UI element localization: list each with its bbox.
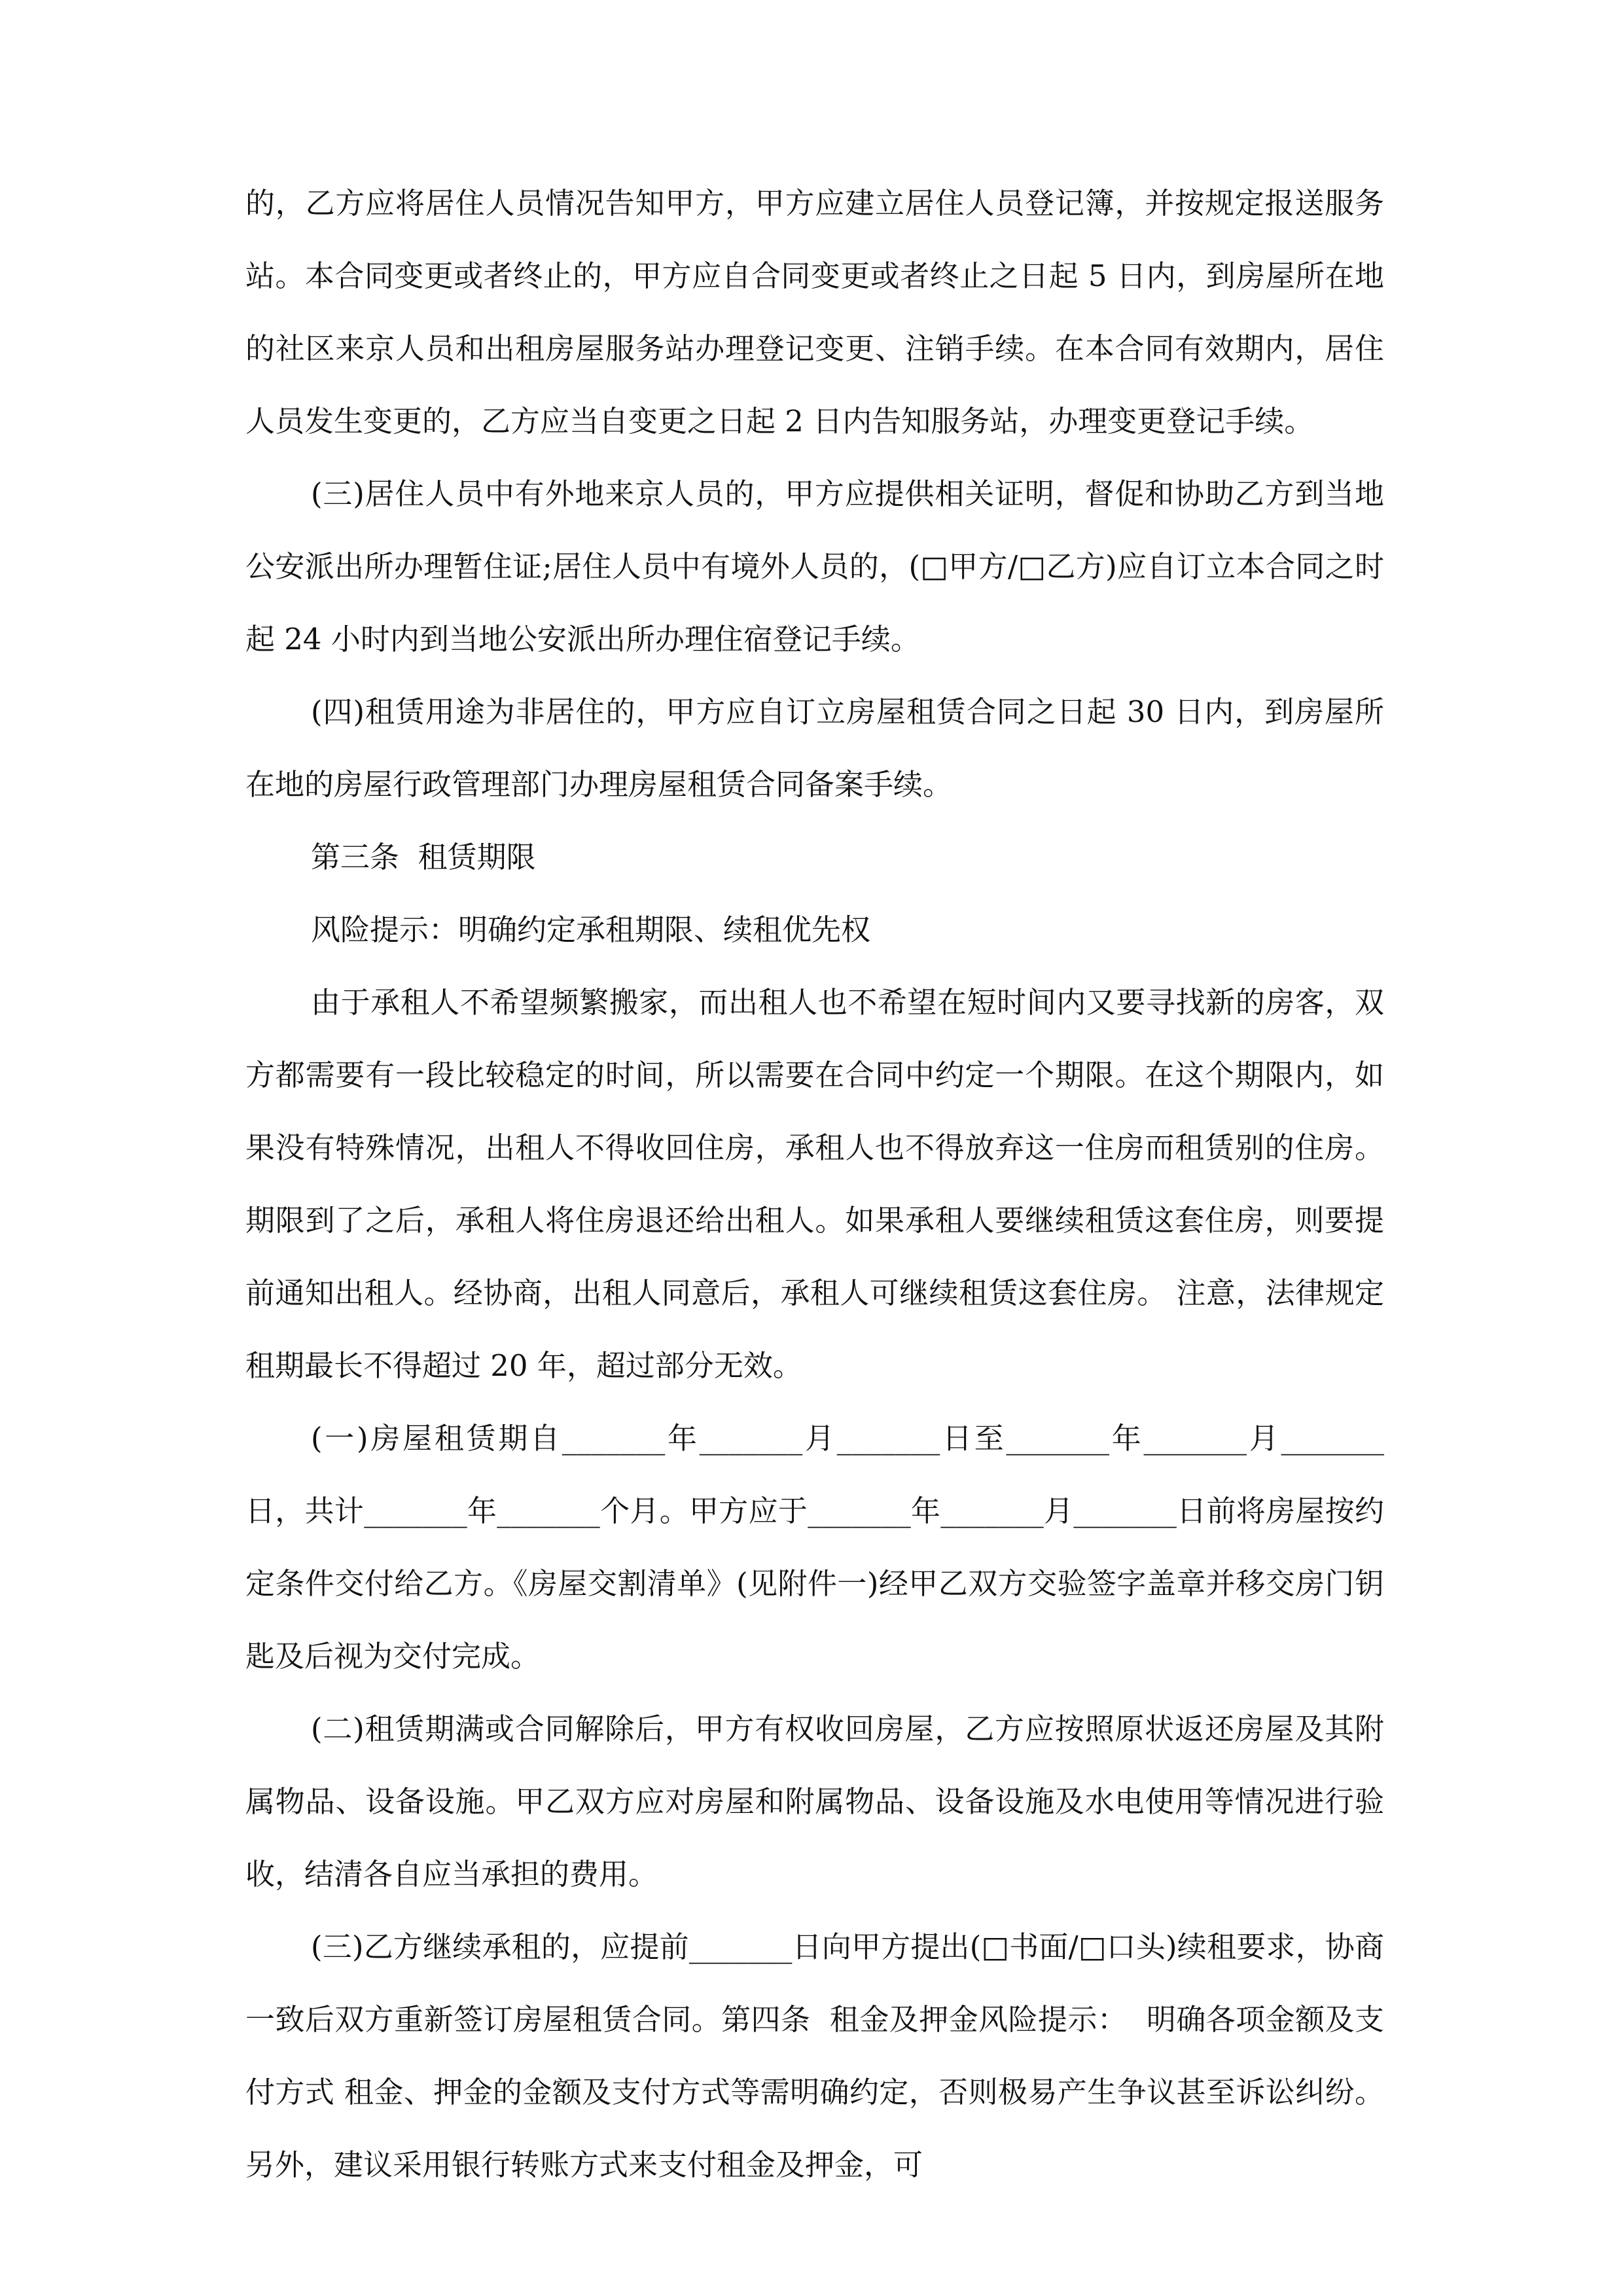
- section-heading-lease-term: 第三条 租赁期限: [311, 840, 536, 874]
- document-body: [245, 167, 1394, 2201]
- risk-note-lease-term: 风险提示：明确约定承租期限、续租优先权: [311, 912, 871, 947]
- paragraph-lease-renewal: (三)乙方继续承租的，应提前_______日向甲方提出(□书面/□口头)续租要求，协商一致后双方重新签订房屋租赁合同。第四条 租金及押金风险提示： 明确各项金额及支付方式 租金、押金的金额及支付方式等需明确约定，否则极易产生争议甚至诉讼纠纷。 另外，建议采用银行转账方式来支付租金及押金，可: [245, 1929, 1394, 2182]
- paragraph-residents-registration: 的，乙方应将居住人员情况告知甲方，甲方应建立居住人员登记簿，并按规定报送服务站。本合同变更或者终止的，甲方应自合同变更或者终止之日起 5 日内，到房屋所在地的社区来京人员和出租房屋服务站办理登记变更、注销手续。在本合同有效期内，居住人员发生变更的，乙方应当自变更之日起 2 日内告知服务站，办理变更登记手续。: [245, 186, 1384, 439]
- paragraph-lease-term-explanation: 由于承租人不希望频繁搬家，而出租人也不希望在短时间内又要寻找新的房客，双方都需要有一段比较稳定的时间，所以需要在合同中约定一个期限。在这个期限内，如果没有特殊情况，出租人不得收回住房，承租人也不得放弃这一住房而租赁别的住房。期限到了之后，承租人将住房退还给出租人。如果承租人要继续租赁这套住房，则要提前通知出租人。经协商，出租人同意后，承租人可继续租赁这套住房。 注意，法律规定租期最长不得超过 20 年，超过部分无效。: [245, 985, 1384, 1383]
- paragraph-lease-expiry: (二)租赁期满或合同解除后，甲方有权收回房屋，乙方应按照原状返还房屋及其附属物品、设备设施。甲乙双方应对房屋和附属物品、设备设施及水电使用等情况进行验收，结清各自应当承担的费用。: [245, 1712, 1384, 1892]
- paragraph-clause-4: (四)租赁用途为非居住的，甲方应自订立房屋租赁合同之日起 30 日内，到房屋所在地的房屋行政管理部门办理房屋租赁合同备案手续。: [245, 694, 1384, 802]
- paragraph-lease-period: (一)房屋租赁期自_______年_______月_______日至_______年_______月_______日，共计_______年_______个月。甲方应于_______年_______月_______日前将房屋按约定条件交付给乙方。《房屋交割清单》(见附件一)经甲乙双方交验签字盖章并移交房门钥匙及后视为交付完成。: [245, 1421, 1384, 1674]
- paragraph-clause-3: (三)居住人员中有外地来京人员的，甲方应提供相关证明，督促和协助乙方到当地公安派出所办理暂住证;居住人员中有境外人员的，(□甲方/□乙方)应自订立本合同之时起 24 小时内到当地公安派出所办理住宿登记手续。: [245, 476, 1384, 656]
